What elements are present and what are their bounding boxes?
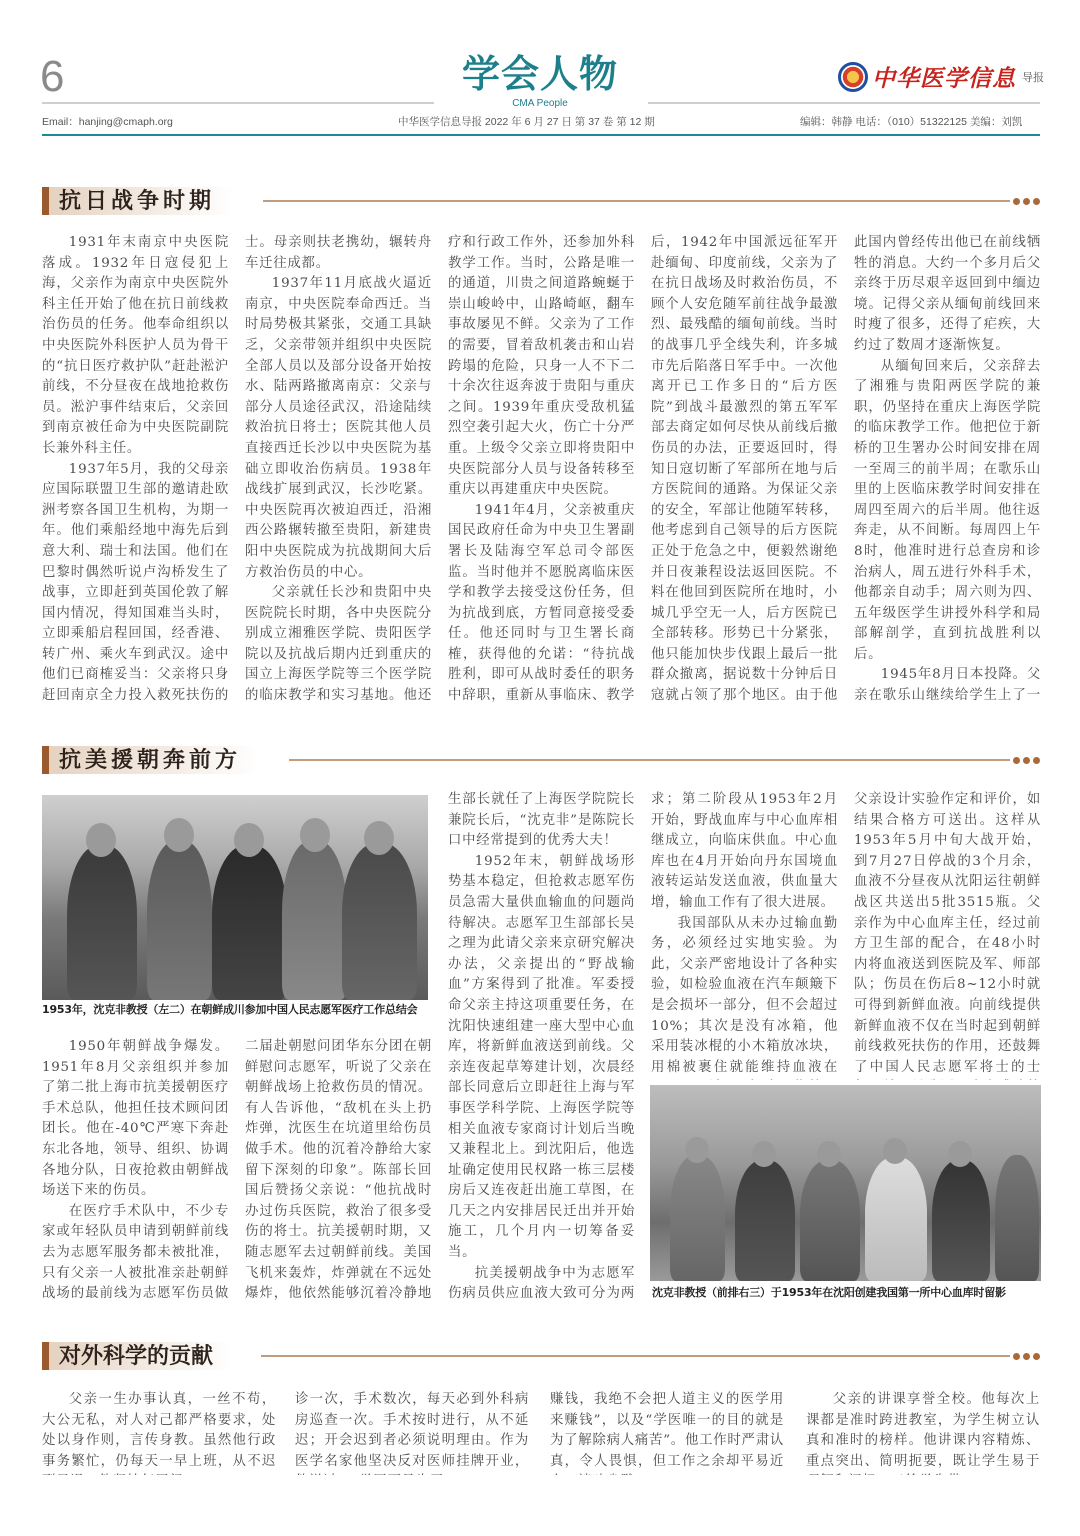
newspaper-logo bbox=[838, 60, 1044, 93]
paragraph-continued: 疗和行政工作外，还参加外科教学工作。当时，公路是唯一的通道，川贵之间道路蜿蜒于崇山峻岭中，山路崎岖，翻车事故屡见不鲜。父亲为了工作的需要，冒着敌机袭击和山岩跨塌的危险，只身一人不下二十余次往返奔波于贵阳与重庆之间。1939年重庆受敌机猛烈空袭引起大火，伤亡十分严重。上级令父亲立即将贵阳中央医院部分人员与设备转移至重庆以再建重庆中央医院。 bbox=[448, 235, 635, 498]
email: Email：hanjing@cmaph.org bbox=[42, 116, 173, 128]
paragraph: 1950年朝鲜战争爆发。1951年8月父亲组织并参加了第二批上海市抗美援朝医疗手术总队，他担任技术顾问团团长。他在-40℃严寒下奔赴东北各地，领导、组织、协调各地分队，日夜抢救由朝鲜战场送下来的伤员。 bbox=[42, 1039, 229, 1199]
article-column bbox=[854, 790, 1041, 1080]
header-rule-right bbox=[648, 102, 1040, 104]
article-column bbox=[448, 233, 635, 708]
section-title: 抗美援朝奔前方 bbox=[49, 746, 259, 774]
paragraph-continued: 赚钱，我绝不会把人道主义的医学用来赚钱”，以及“学医唯一的目的就是为了解除病人痛苦”。他工作时严肃认真，令人畏惧，但工作之余却平易近 bbox=[550, 1392, 784, 1469]
paragraph: 1945年8月日本投降。父亲在歌乐山继续给学生上了一 bbox=[854, 667, 1041, 704]
paragraph-continued: 诊一次，手术数次，每天必到外科病房巡查一次。手术按时进行，从不延迟；开会迟到者必须说明理由。作为医学名家他坚决反对医师挂牌开业， bbox=[295, 1392, 529, 1469]
photo-blood-bank bbox=[650, 1085, 1041, 1281]
editor-info: 编辑：韩静 电话：（010）51322125 美编：刘凯 bbox=[800, 116, 1023, 128]
paragraph-continued: 求；第二阶段从1953年2月开始，野战血库与中心血库相继成立，向临床供血。中心血库也在4月开始向丹东国境血液转运站发送血液，供血量大增，输血工作有了很大进展。 bbox=[651, 792, 838, 910]
section-heading-1 bbox=[42, 186, 1040, 216]
paragraph-continued: 生部长就任了上海医学院院长兼院长后，“沈克非”是陈院长口中经常提到的优秀大夫！ bbox=[448, 792, 635, 849]
emblem-icon bbox=[838, 62, 868, 92]
paragraph: 1931年末南京中央医院落成。1932年日寇侵犯上海，父亲作为南京中央医院外科主任开始了他在抗日前线救治伤员的任务。他奉命组织以中央医院外科医护人员为骨干的“抗日医疗救护队”赶赴淞沪前线，不分昼夜在战地抢救伤员。淞沪事件结束后，父亲回到南京被任命为中央医院副院长兼外科主任。 bbox=[42, 235, 229, 456]
section-title: 抗日战争时期 bbox=[49, 187, 233, 215]
paragraph: 1941年4月，父亲被重庆国民政府任命为中央卫生署副署长及陆海空军总司令部医监。当时他并不愿脱离临床医学和教学去接受这份任务，但为抗战到底，方暂同意接受委任。他还同时与卫生署长商榷，获得他的允诺：“待抗战胜利，即可从战时委任的职务中辞职，重新从事临床、教学 bbox=[448, 502, 635, 704]
paragraph: 父亲就任长沙和贵阳中央医院院长时期，各中央医院分别成立湘雅医学院、贵阳医学院以及抗战后期内迁到重庆的国立上海医学院等三个医学院的临床教学和实习基地。他还 bbox=[245, 585, 432, 704]
article-column bbox=[42, 1037, 229, 1302]
logo-text: 中华医学信息 bbox=[872, 65, 1016, 92]
article-column bbox=[295, 1390, 529, 1475]
header-rule-left bbox=[42, 102, 434, 104]
article-column bbox=[854, 233, 1041, 708]
page-title: 学会人物 bbox=[461, 52, 618, 96]
dots-icon bbox=[1013, 1353, 1040, 1360]
paragraph-continued: 后，1942年中国派远征军开赴缅甸、印度前线，父亲为了在抗日战场及时救治伤员，不顾个人安危随军前往战争最激烈、最残酷的缅甸前线。当时的战事几乎全线失利，许多城市先后陷落日军手中。一次他离开已工作多日的“后方医院”到战斗最激烈的第五军军部去商定如何尽快从前线后撤伤员的办法，正要返回时，得知日寇切断了军部所在地与后方医院间的通路。为保证父亲的安全，军部让他随军转移，他考虑到自己领导的后方医院正处于危急之中，便毅然谢绝并日夜兼程设法返回医院。不料在他回到医院所在地时，小城几乎空无一人，后方医院已全部转移。形势已十分紧张，他只能加快步伐跟上最后一批群众撤离，据说数十分钟后日寇就占领了那个地区。由于他 bbox=[651, 235, 838, 704]
article-column bbox=[550, 1390, 784, 1475]
photo-caption: 1953年，沈克非教授（左二）在朝鲜成川参加中国人民志愿军医疗工作总结会 bbox=[42, 1003, 418, 1016]
heading-bar bbox=[42, 187, 49, 215]
section-heading-3 bbox=[42, 1341, 1040, 1371]
page-number: 6 bbox=[40, 52, 65, 101]
article-column bbox=[245, 233, 432, 708]
paragraph-continued: 父亲设计实验作定和评价，如结果合格方可送出。这样从1953年5月中旬大战开始，到7月27日停战的3个月余，血液不分昼夜从沈阳运往朝鲜战区共送出5批3515瓶。父亲作为中心血库主任，经过前方卫生部的配合，在48小时内将血液送到医院及军、师部队；伤员在伤后8~12小时就可得到新鲜血液。向前线提供新鲜血液不仅在当时起到朝鲜前线救死扶伤的作用，还鼓舞了中国人民志愿军将士的士 bbox=[854, 792, 1041, 1075]
logo-suffix: 导报 bbox=[1022, 70, 1044, 84]
paragraph: 在医疗手术队中，不少专家或年轻队员申请到朝鲜前线去为志愿军服务都未被批准，只有父亲一人被批准亲赴朝鲜战场的最前线为志愿军伤员做 bbox=[42, 1203, 229, 1302]
section-heading-2 bbox=[42, 745, 1040, 775]
article-column bbox=[651, 790, 838, 1080]
paragraph-continued: 士。母亲则扶老携幼，辗转舟车迁往成都。 bbox=[245, 235, 432, 271]
paragraph: 从缅甸回来后，父亲辞去了湘雅与贵阳两医学院的兼职，仍坚持在重庆上海医学院的临床教学工作。他把位于新桥的卫生署办公时间安排在周一至周三的前半周；在歌乐山里的上医临床教学时间安排在周四至周六的后半周。他往返奔走，从不间断。每周四上午8时，他准时进行总查房和诊治病人，周五进行外科手术，他都亲自动手；周六则为四、五年级医学生讲授外科学和局部解剖学，直到抗战胜利以后。 bbox=[854, 358, 1041, 662]
paragraph: 1937年11月底战火逼近南京，中央医院奉命西迁。当时局势极其紧张，交通工具缺乏，父亲带领并组织中央医院全部人员以及部分设备开始按水、陆两路撤离南京：父亲与部分人员途径武汉，沿途陆续救治抗日将士；医院其他人员直接西迁长沙以中央医院为基础立即收治伤病员。1938年战线扩展到武汉，长沙吃紧。中央医院再次被迫西迁，沿湘西公路辗转撤至贵阳，新建贵阳中央医院成为抗战期间大后方救治伤员的中心。 bbox=[245, 276, 432, 580]
paragraph: 抗美援朝战争中为志愿军伤病员供应血液大致可分为两 bbox=[448, 1265, 635, 1302]
dots-icon bbox=[1013, 757, 1040, 764]
paragraph-continued: 此国内曾经传出他已在前线牺牲的消息。大约一个多月后父亲终于历尽艰辛返回到中缅边境。记得父亲从缅甸前线回来时瘦了很多，还得了疟疾，大约过了数周才逐渐恢复。 bbox=[854, 235, 1041, 353]
paragraph: 父亲一生办事认真，一丝不苟，大公无私，对人对己都严格要求，处处以身作则，言传身教。虽然他行政事务繁忙，仍每天一早上班，从不迟 bbox=[42, 1392, 276, 1469]
header-divider bbox=[42, 134, 1040, 136]
photo-caption: 沈克非教授（前排右三）于1953年在沈阳创建我国第一所中心血库时留影 bbox=[652, 1286, 1006, 1299]
article-column bbox=[806, 1390, 1040, 1475]
heading-rule bbox=[263, 200, 1010, 202]
article-column bbox=[42, 233, 229, 708]
heading-rule bbox=[261, 1355, 1010, 1357]
heading-bar bbox=[42, 1342, 49, 1370]
dots-icon bbox=[1013, 198, 1040, 205]
article-column bbox=[651, 233, 838, 708]
paragraph: 1952年末，朝鲜战场形势基本稳定，但抢救志愿军伤员急需大量供血输血的问题尚待解决。志愿军卫生部部长吴之理为此请父亲来京研究解决办法，父亲提出的“野战输血”方案得到了批准。军委授命父亲主持这项重要任务，在沈阳快速组建一座大型中心血库，将新鲜血液送到前线。父亲连夜起草筹建计划，次晨经部长同意后立即赶往上海与军事医学科学院、上海医学院等相关血液专家商讨计划后当晚又兼程北上。到沈阳后，他选址确定使用民权路一栋三层楼房后又连夜赶出施工草图，在几天之内安排居民迁出并开始施工，几个月内一切筹备妥当。 bbox=[448, 853, 635, 1261]
article-column bbox=[245, 1037, 432, 1302]
section-title: 对外科学的贡献 bbox=[49, 1342, 231, 1370]
heading-rule bbox=[289, 759, 1010, 761]
heading-bar bbox=[42, 746, 49, 774]
paragraph-continued: 二届赴朝慰问团华东分团在朝鲜慰问志愿军，听说了父亲在朝鲜战场上抢救伤员的情况。有人告诉他，“敌机在头上扔炸弹，沈医生在坑道里给伤员做手术。他的沉着冷静给大家留下深刻的印象”。陈部长回国后赞扬父亲说：“他抗战时办过伤兵医院，救治了很多受伤的将士。抗美援朝时期，又随志愿军去过朝鲜前线。美国飞机来轰炸，炸弹就在不远处爆炸，他依然能够沉着冷静地 bbox=[245, 1039, 432, 1302]
article-column bbox=[42, 1390, 276, 1475]
paragraph: 父亲的讲课享誉全校。他每次上课都是准时跨进教室，为学生树立认真和准时的榜样。他讲课内容精炼、重点突出、简明扼要，既让学生易于 bbox=[806, 1392, 1040, 1469]
issue-info: 中华医学信息导报 2022 年 6 月 27 日 第 37 卷 第 12 期 bbox=[398, 116, 655, 128]
photo-medical-conference bbox=[42, 795, 428, 1000]
paragraph: 1937年5月，我的父母亲应国际联盟卫生部的邀请赴欧洲考察各国卫生机构，为期一年。他们乘船经地中海先后到意大利、瑞士和法国。他们在巴黎时偶然听说卢沟桥发生了战事，立即赶到英国伦敦了解国内情况，得知国难当头时，立即乘船启程回国，经香港、转广州、乘火车到武汉。途中他们已商榷妥当：父亲将只身赶回南京全力投入救死扶伤的 bbox=[42, 461, 229, 704]
article-column bbox=[448, 790, 635, 1302]
paragraph: 我国部队从未办过输血勤务，必须经过实地实验。为此，父亲严密地设计了各种实验，如检验血液在汽车颠簸下是会损坏一部分，但不会超过10%；其次是没有冰箱，他采用装冰棍的小木箱放冰块，用棉被裹住就能维持血液在 bbox=[651, 915, 838, 1075]
page-subtitle: CMA People bbox=[512, 98, 568, 109]
